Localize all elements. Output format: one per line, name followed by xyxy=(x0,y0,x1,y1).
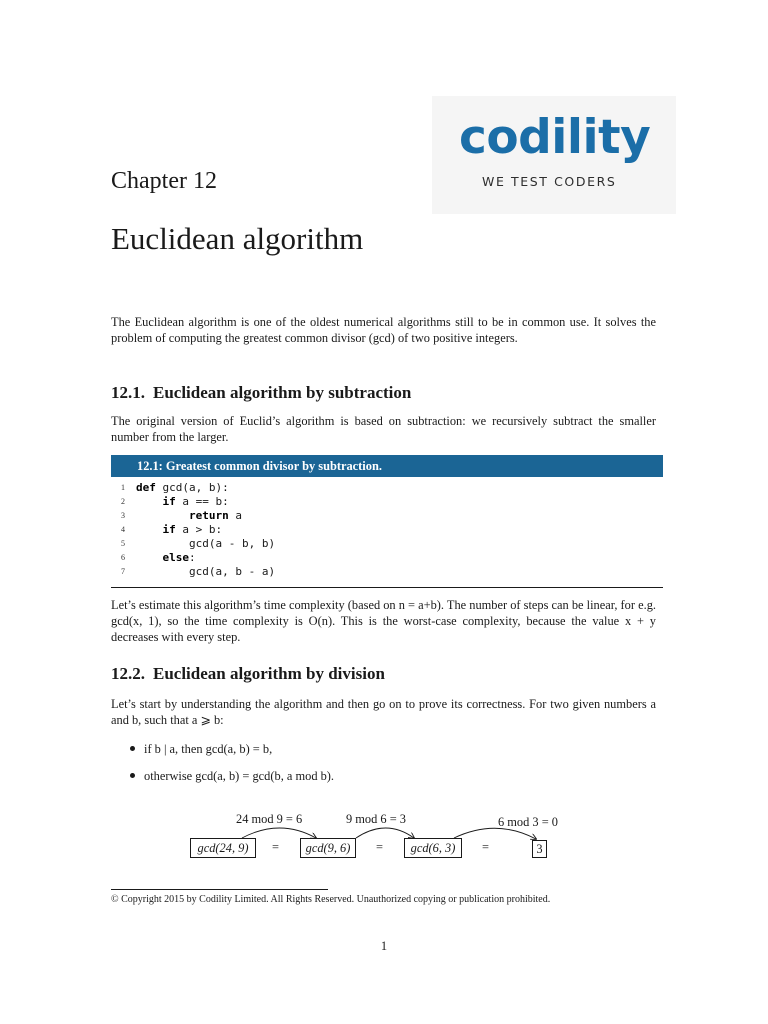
chapter-label: Chapter 12 xyxy=(111,168,217,194)
code-text: else: xyxy=(162,551,196,564)
complexity-paragraph: Let’s estimate this algorithm’s time complexity (based on n = a+b). The number of steps can be linear, for e.g. gcd(x, 1), so the time complexity is O(n). This is the worst-case complexity, because the value x + y decreases with every step. xyxy=(111,598,656,644)
copyright-footnote: © Copyright 2015 by Codility Limited. All Rights Reserved. Unauthorized copying or publication prohibited. xyxy=(111,894,551,905)
code-text: gcd(a - b, b) xyxy=(136,537,276,550)
line-number: 4 xyxy=(121,525,125,534)
gcd-box: gcd(9, 6) xyxy=(300,838,356,858)
arrow-icon xyxy=(242,828,316,838)
code-listing-title: 12.1: Greatest common divisor by subtraction. xyxy=(111,455,663,477)
result-box: 3 xyxy=(532,840,547,858)
code-text: if a == b: xyxy=(162,495,229,508)
section-title: Euclidean algorithm by subtraction xyxy=(153,383,412,402)
line-number: 7 xyxy=(121,567,125,576)
section-number: 12.2. xyxy=(111,664,145,683)
section-paragraph: Let’s start by understanding the algorithm and then go on to prove its correctness. For two given numbers a and b, such that a ⩾ b: xyxy=(111,697,656,727)
codility-logo: codility xyxy=(459,110,651,165)
logo-tagline: WE TEST CODERS xyxy=(482,174,617,189)
diagram-step-label: 9 mod 6 = 3 xyxy=(346,812,406,826)
section-paragraph: The original version of Euclid’s algorithm is based on subtraction: we recursively subtract the smaller number from the larger. xyxy=(111,414,656,444)
footnote-rule xyxy=(111,889,328,890)
section-title: Euclidean algorithm by division xyxy=(153,664,385,683)
list-item-text: otherwise gcd(a, b) = gcd(b, a mod b). xyxy=(144,769,335,783)
code-text: return a xyxy=(188,509,242,522)
line-number: 6 xyxy=(121,553,125,562)
code-text: if a > b: xyxy=(162,523,223,536)
diagram-step-label: 6 mod 3 = 0 xyxy=(498,815,558,829)
equals-sign: = xyxy=(272,840,279,854)
code-text: def gcd(a, b): xyxy=(136,481,229,494)
arrow-icon xyxy=(356,828,414,838)
line-number: 1 xyxy=(121,483,125,492)
list-item-text: if b | a, then gcd(a, b) = b, xyxy=(144,742,273,756)
gcd-box: gcd(6, 3) xyxy=(404,838,462,858)
line-number: 3 xyxy=(121,511,125,520)
gcd-box: gcd(24, 9) xyxy=(190,838,256,858)
chapter-title: Euclidean algorithm xyxy=(111,221,364,256)
section-number: 12.1. xyxy=(111,383,145,402)
arrow-icon xyxy=(454,828,536,839)
equals-sign: = xyxy=(376,840,383,854)
intro-paragraph: The Euclidean algorithm is one of the oldest numerical algorithms still to be in common use. It solves the problem of computing the greatest common divisor (gcd) of two positive integers. xyxy=(111,315,656,345)
line-number: 5 xyxy=(121,539,125,548)
line-number: 2 xyxy=(121,497,125,506)
diagram-step-label: 24 mod 9 = 6 xyxy=(236,812,303,826)
code-text: gcd(a, b - a) xyxy=(136,565,276,578)
page-number: 1 xyxy=(380,939,388,953)
equals-sign: = xyxy=(482,840,489,854)
